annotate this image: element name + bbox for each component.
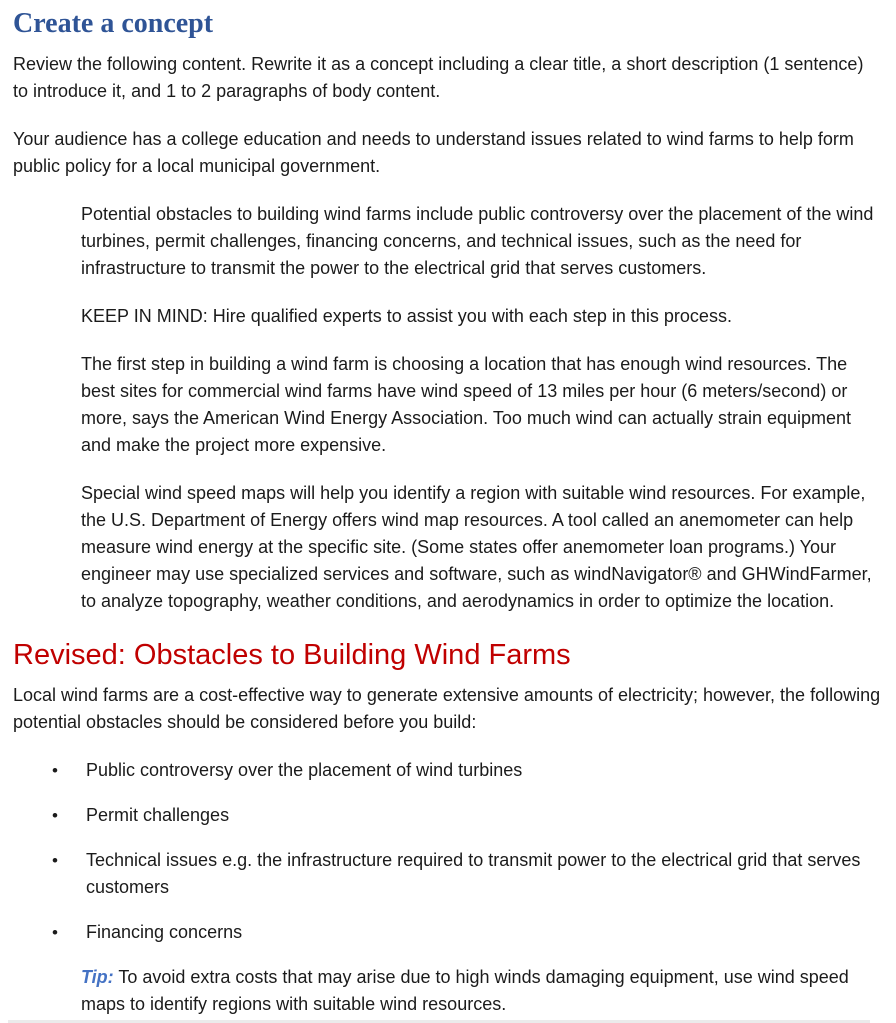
list-item-technical-issues <box>13 847 882 901</box>
tip-text: To avoid extra costs that may arise due to high winds damaging equipment, use wind speed maps to identify regions with suitable wind resources. <box>81 967 849 1014</box>
round-bullet-icon: • <box>52 923 58 942</box>
tip-label: Tip: <box>81 967 114 987</box>
round-bullet-icon: • <box>52 761 58 780</box>
source-paragraph-first-step: The first step in building a wind farm is choosing a location that has enough wind resources. The best sites for commercial wind farms have wind speed of 13 miles per hour (6 meters/second) or more, says the American Wind Energy Association. Too much wind can actually strain equipment and make the project more expensive. <box>81 354 852 455</box>
source-paragraph-wind-maps: Special wind speed maps will help you identify a region with suitable wind resources. For example, the U.S. Department of Energy offers wind map resources. A tool called an anemometer can help measure wind energy at the specific site. (Some states offer anemometer loan programs.) Your engineer may use specialized services and software, such as windNavigator® and GHWindFarmer, to analyze topography, weather conditions, and aerodynamics in order to optimize the location. <box>81 483 872 611</box>
source-paragraph-keep-in-mind: KEEP IN MIND: Hire qualified experts to assist you with each step in this process. <box>81 306 732 326</box>
source-paragraph-obstacles: Potential obstacles to building wind farms include public controversy over the placement of the wind turbines, permit challenges, financing concerns, and technical issues, such as the need for infrastructure to transmit the power to the electrical grid that serves customers. <box>81 204 874 278</box>
section-heading-create-concept: Create a concept <box>13 8 214 39</box>
intro-paragraph-instructions: Review the following content. Rewrite it as a concept including a clear title, a short description (1 sentence) to introduce it, and 1 to 2 paragraphs of body content. <box>13 54 864 101</box>
list-item-financing-concerns <box>13 919 882 946</box>
revised-intro-paragraph: Local wind farms are a cost-effective way to generate extensive amounts of electricity; however, the following potential obstacles should be considered before you build: <box>13 685 881 732</box>
revised-heading: Revised: Obstacles to Building Wind Farms <box>13 639 571 671</box>
bullet-text: Financing concerns <box>86 922 243 942</box>
list-item-permit-challenges <box>13 802 882 829</box>
bullet-text: Permit challenges <box>86 805 230 825</box>
tip-paragraph <box>81 964 882 1018</box>
bullet-text: Technical issues e.g. the infrastructure required to transmit power to the electrical grid that serves customers <box>86 850 861 897</box>
round-bullet-icon: • <box>52 851 58 870</box>
obstacles-list <box>13 757 882 946</box>
intro-paragraph-audience: Your audience has a college education and needs to understand issues related to wind farms to help form public policy for a local municipal government. <box>13 129 854 176</box>
list-item-public-controversy <box>13 757 882 784</box>
source-content-block <box>13 201 882 615</box>
round-bullet-icon: • <box>52 806 58 825</box>
bullet-text: Public controversy over the placement of wind turbines <box>86 760 523 780</box>
